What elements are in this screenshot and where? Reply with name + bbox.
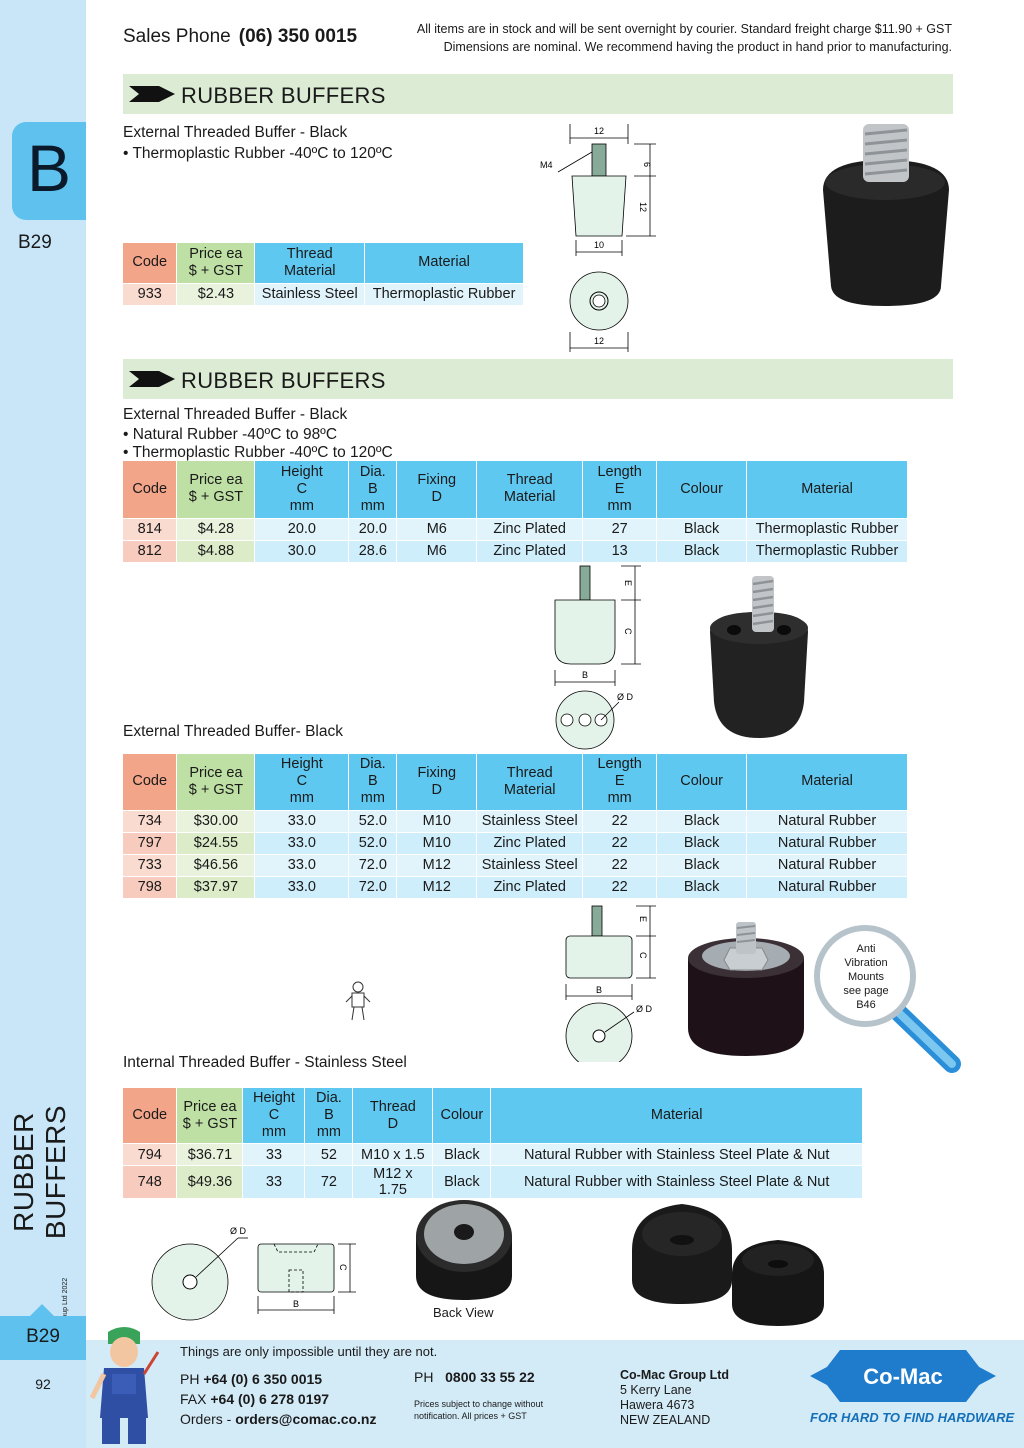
ph-label: PH <box>180 1371 200 1387</box>
th-thread: Thread Material <box>477 754 583 810</box>
motto: Things are only impossible until they are not. <box>180 1344 438 1359</box>
bullet-text: • Thermoplastic Rubber -40ºC to 120ºC <box>123 145 393 162</box>
arrow-icon <box>129 369 175 389</box>
table-row: 797 $24.55 33.0 52.0 M10 Zinc Plated 22 Black Natural Rubber <box>123 832 908 854</box>
dim-h2: 12 <box>638 202 648 213</box>
th-price: Price ea $ + GST <box>177 1088 243 1144</box>
vertical-title: RUBBER BUFFERS <box>8 1104 71 1240</box>
freephone <box>414 1369 535 1385</box>
comac-logo <box>810 1346 996 1406</box>
contact-block <box>180 1369 377 1429</box>
th-code: Code <box>123 243 177 283</box>
th-height: Height C mm <box>243 1088 305 1144</box>
table-row: 798 $37.97 33.0 72.0 M12 Zinc Plated 22 Black Natural Rubber <box>123 876 908 898</box>
band-title: RUBBER BUFFERS <box>181 83 386 108</box>
ph2-value[interactable]: 0800 33 55 22 <box>445 1369 535 1385</box>
dim-e: E <box>623 580 633 587</box>
logo-text: Co-Mac <box>863 1364 943 1389</box>
table-row: 933 $2.43 Stainless Steel Thermoplastic Rubber <box>123 283 524 305</box>
th-code: Code <box>123 1088 177 1144</box>
section3-diagram <box>560 902 670 1062</box>
product-photo-734 <box>682 918 812 1060</box>
fax-value: +64 (0) 6 278 0197 <box>210 1391 330 1407</box>
section1-subtitle <box>123 124 393 163</box>
sales-number: (06) 350 0015 <box>238 26 358 47</box>
dim-top: 12 <box>593 126 605 136</box>
section-band-1 <box>123 74 953 114</box>
caption-back-view: Back View <box>433 1305 494 1320</box>
th-price: Price ea $ + GST <box>177 461 255 518</box>
dim-c: C <box>338 1264 348 1271</box>
th-price: Price ea $ + GST <box>177 754 255 810</box>
th-colour: Colour <box>433 1088 491 1144</box>
th-thread: Thread Material <box>477 461 583 518</box>
th-length: Length E mm <box>583 461 657 518</box>
th-colour: Colour <box>657 461 747 518</box>
section-band-2 <box>123 359 953 399</box>
table-section2 <box>123 461 908 562</box>
mascot-small-icon <box>344 980 372 1022</box>
sales-label: Sales Phone <box>123 26 231 47</box>
subtitle-text: External Threaded Buffer - Black <box>123 406 348 423</box>
dim-circle: 12 <box>593 336 605 346</box>
th-fixing: Fixing D <box>397 461 477 518</box>
dim-d: Ø D <box>636 1004 653 1014</box>
section4-diagram <box>148 1222 368 1322</box>
th-material: Material <box>491 1088 863 1144</box>
th-length: Length E mm <box>583 754 657 810</box>
th-thread: Thread D <box>353 1088 433 1144</box>
th-code: Code <box>123 461 177 518</box>
ph-value[interactable]: +64 (0) 6 350 0015 <box>203 1371 323 1387</box>
band-title: RUBBER BUFFERS <box>181 368 386 393</box>
th-material: Material <box>747 461 908 518</box>
th-code: Code <box>123 754 177 810</box>
table-row: 733 $46.56 33.0 72.0 M12 Stainless Steel 22 Black Natural Rubber <box>123 854 908 876</box>
dim-b: B <box>595 985 603 995</box>
table-row: 814 $4.28 20.0 20.0 M6 Zinc Plated 27 Black Thermoplastic Rubber <box>123 518 908 540</box>
ph2-label: PH <box>414 1369 434 1385</box>
dim-e: E <box>638 916 648 923</box>
notice-line-2: Dimensions are nominal. We recommend having the product in hand prior to manufacturing. <box>443 40 952 54</box>
address-block: Co-Mac Group Ltd 5 Kerry Lane Hawera 4673 NEW ZEALAND <box>620 1368 730 1427</box>
section4-subtitle: Internal Threaded Buffer - Stainless Steel <box>123 1054 407 1071</box>
dim-d: Ø D <box>617 692 634 702</box>
company-name: Co-Mac Group Ltd <box>620 1368 730 1382</box>
prices-note: Prices subject to change without notification. All prices + GST <box>414 1399 544 1421</box>
sales-phone <box>123 26 357 48</box>
table-row: 794 $36.71 33 52 M10 x 1.5 Black Natural Rubber with Stainless Steel Plate & Nut <box>123 1144 863 1166</box>
notice <box>360 20 952 56</box>
arrow-icon <box>129 84 175 104</box>
th-price: Price ea $ + GST <box>177 243 255 283</box>
bullet-text-2: • Thermoplastic Rubber -40ºC to 120ºC <box>123 444 393 461</box>
table-row: 734 $30.00 33.0 52.0 M10 Stainless Steel 22 Black Natural Rubber <box>123 810 908 832</box>
dim-b: B <box>581 670 589 680</box>
table-section3 <box>123 754 908 898</box>
table-row: 748 $49.36 33 72 M12 x 1.75 Black Natural Rubber with Stainless Steel Plate & Nut <box>123 1166 863 1199</box>
th-material: Material <box>747 754 908 810</box>
page-number: 92 <box>35 1376 51 1392</box>
table-section1 <box>123 243 524 305</box>
notice-line-1: All items are in stock and will be sent overnight by courier. Standard freight charge $11.90 + GST <box>416 22 952 36</box>
product-photo-back-view <box>412 1196 516 1304</box>
page-ref-bottom: B29 <box>26 1326 60 1347</box>
table-section4 <box>123 1088 863 1198</box>
th-material: Material <box>365 243 524 283</box>
th-height: Height C mm <box>255 461 349 518</box>
th-height: Height C mm <box>255 754 349 810</box>
dim-d: Ø D <box>230 1226 247 1236</box>
mascot-icon <box>86 1322 162 1448</box>
orders-email[interactable]: orders@comac.co.nz <box>235 1411 377 1427</box>
section-letter: B <box>26 131 72 205</box>
product-photo-794 <box>628 1194 842 1328</box>
product-photo-933 <box>815 120 965 310</box>
section3-subtitle: External Threaded Buffer- Black <box>123 723 343 740</box>
lens-text[interactable]: Anti Vibration Mounts see page B46 <box>843 943 889 1011</box>
section2-diagram <box>545 562 655 752</box>
th-thread: Thread Material <box>255 243 365 283</box>
dim-c: C <box>638 952 648 959</box>
th-dia: Dia. B mm <box>349 754 397 810</box>
dim-bottom: 10 <box>593 240 605 250</box>
section1-diagram <box>530 118 670 358</box>
product-photo-814 <box>704 572 814 742</box>
th-dia: Dia. B mm <box>349 461 397 518</box>
orders-label: Orders - <box>180 1411 232 1427</box>
bullet-text-1: • Natural Rubber -40ºC to 98ºC <box>123 426 338 443</box>
dim-thread: M4 <box>540 160 553 170</box>
fax-label: FAX <box>180 1391 207 1407</box>
th-colour: Colour <box>657 754 747 810</box>
dim-h1: 6 <box>642 162 652 168</box>
subtitle-text: External Threaded Buffer - Black <box>123 124 348 141</box>
dim-b: B <box>292 1299 300 1309</box>
bottom-tab-notch <box>30 1304 54 1316</box>
table-row: 812 $4.88 30.0 28.6 M6 Zinc Plated 13 Black Thermoplastic Rubber <box>123 540 908 562</box>
dim-c: C <box>623 628 633 635</box>
section2-subtitle <box>123 406 393 462</box>
th-fixing: Fixing D <box>397 754 477 810</box>
page-ref-top: B29 <box>18 232 52 253</box>
logo-tagline: FOR HARD TO FIND HARDWARE <box>810 1410 1015 1425</box>
th-dia: Dia. B mm <box>305 1088 353 1144</box>
